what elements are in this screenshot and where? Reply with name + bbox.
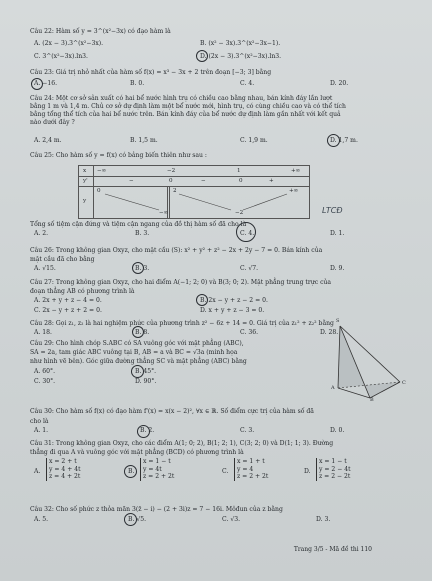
q31-option-d-label: D. [304,468,311,475]
q24-option-d: D. 1,7 m. [330,137,358,144]
q29-line2: SA = 2a, tam giác ABC vuông tại B, AB = a và BC = √3a (minh họa [30,349,238,356]
q23-option-b: B. 0. [130,80,145,87]
table-sign: − [201,178,206,184]
q28-option-b: B. 8. [135,329,150,336]
table-y-value: 0 [97,188,101,194]
q22-option-c: C. 3^(x²−3x).ln3. [34,53,88,60]
table-y-value: −∞ [159,210,169,216]
q30-line1: Câu 30: Cho hàm số f(x) có đạo hàm f'(x) = x(x − 2)², ∀x ∈ ℝ. Số điểm cực trị của hàm số đã [30,408,314,415]
q26-line2: mặt cầu đã cho bằng [30,256,95,263]
q26-option-a: A. √15. [34,265,56,272]
equation-line: z = 4 + 2t [49,473,81,481]
q27-option-a: A. 2x + y + z − 4 = 0. [34,297,102,304]
equation-line: x = 1 − t [143,458,171,465]
pyramid-figure [330,322,420,402]
q31-option-c-label: C. [222,468,229,475]
q25-answer-mark [236,222,256,242]
q32-option-c: C. √3. [222,516,241,523]
q28-title: Câu 28: Gọi z₁, z₂ là hai nghiệm phức của phương trình z² − 6z + 14 = 0. Giá trị của z₁² + z₂² bằng [30,320,334,327]
equation-line: z = 2 + 2t [143,473,175,481]
equation-line: y = 4 [237,465,254,473]
q31-answer-mark [124,465,137,478]
equation-line: x = 1 − t [319,458,347,465]
q23-option-a: A. −16. [34,80,58,87]
q32-title: Câu 32: Cho số phức z thỏa mãn 3(z̄ − i) − (2 + 3i)z = 7 − 16i. Môđun của z bằng [30,506,283,513]
equation-line: z = 2 − 2t [319,473,351,481]
q32-option-a: A. 5. [34,516,49,523]
q23-answer-mark [31,78,43,90]
figure-label-s: S [336,318,340,324]
q31-option-d-system [316,458,351,481]
table-x-value: −2 [167,168,176,174]
q31-line1: Câu 31: Trong không gian Oxyz, cho các điểm A(1; 0; 2), B(1; 2; 1), C(3; 2; 0) và D(1; 1; 3). Đường [30,440,334,447]
q26-option-b: B. 3. [135,265,150,272]
table-y-value: 2 [173,188,177,194]
table-sign: 0 [169,178,173,184]
q22-title: Câu 22: Hàm số y = 3^(x²−3x) có đạo hàm là [30,28,171,35]
table-sign: − [129,178,134,184]
q25-option-a: A. 2. [34,230,49,237]
q31-option-b-label: B. [128,468,135,475]
q31-line2: thẳng đi qua A và vuông góc với mặt phẳng (BCD) có phương trình là [30,449,244,456]
q30-option-b: B. 2. [140,427,155,434]
q24-line1: Câu 24: Một cơ sở sản xuất có hai bể nước hình trụ có chiều cao bằng nhau, bán kính đáy lần lượt [30,95,333,102]
q24-answer-mark [327,134,340,147]
q31-option-c-system [234,458,268,481]
q23-option-d: D. 20. [330,80,349,87]
q29-option-b: B. 45°. [135,368,157,375]
q32-option-d: D. 3. [316,516,331,523]
table-x-value: 1 [237,168,241,174]
q23-option-c: C. 4. [240,80,255,87]
q24-option-c: C. 1,9 m. [240,137,268,144]
q26-line1: Câu 26: Trong không gian Oxyz, cho mặt cầu (S): x² + y² + z² − 2x + 2y − 7 = 0. Bán kính của [30,247,323,254]
equation-line: x = 2 + t [49,458,77,465]
equation-line: y = 2 − 4t [319,465,351,473]
q24-line2: bằng 1 m và 1,4 m. Chủ cơ sở dự định làm một bể nước mới, hình trụ, có cùng chiều cao và có thể tích [30,103,346,110]
q22-answer-mark [196,50,208,62]
q29-option-c: C. 30°. [34,378,56,385]
q30-option-a: A. 1. [34,427,49,434]
q26-answer-mark [132,262,144,274]
table-x-value: +∞ [291,168,301,174]
q22-option-d: D. (2x − 3).3^(x²−3x).ln3. [200,53,282,60]
q25-question: Tổng số tiệm cận đứng và tiệm cận ngang của đồ thị hàm số đã cho là [30,221,247,228]
q32-option-b: B. √5. [128,516,147,523]
q31-option-b-system [140,458,174,481]
q30-answer-mark [137,425,150,438]
q25-option-d: D. 1. [330,230,345,237]
q22-option-a: A. (2x − 3).3^(x²−3x). [34,40,104,47]
table-y-value: −2 [235,210,244,216]
q29-option-a: A. 60°. [34,368,56,375]
q22-option-b: B. (x² − 3x).3^(x²−3x−1). [200,40,281,47]
q24-option-b: B. 1,5 m. [130,137,158,144]
q23-title: Câu 23: Giá trị nhỏ nhất của hàm số f(x) = x³ − 3x + 2 trên đoạn [−3; 3] bằng [30,69,272,76]
q26-option-c: C. √7. [240,265,259,272]
q28-option-c: C. 36. [240,329,259,336]
q25-title: Câu 25: Cho hàm số y = f(x) có bảng biến thiên như sau : [30,152,207,159]
q24-option-a: A. 2,4 m. [34,137,62,144]
q31-option-a-system [46,458,81,481]
q24-line3: bằng tổng thể tích của hai bể nước trên. Bán kính đáy của bể nước dự định làm gần nhất với kết quả [30,111,341,118]
handwritten-note: LTCĐ [322,206,343,215]
q27-option-c: C. 2x − y + z + 2 = 0. [34,307,102,314]
q25-option-c: C. 4. [240,230,255,237]
equation-line: y = 4t [143,465,162,473]
q30-option-c: C. 3. [240,427,255,434]
q25-option-b: B. 3. [135,230,150,237]
q29-option-d: D. 90°. [135,378,157,385]
variation-table [78,165,310,219]
q24-line4: nào dưới đây ? [30,119,75,126]
q29-line3: như hình vẽ bên). Góc giữa đường thẳng SC và mặt phẳng (ABC) bằng [30,358,247,365]
q27-answer-mark [196,294,208,306]
q31-option-a-label: A. [34,468,41,475]
q26-option-d: D. 9. [330,265,345,272]
q27-option-b: B. 2x − y + z − 2 = 0. [200,297,268,304]
q27-line1: Câu 27: Trong không gian Oxyz, cho hai điểm A(−1; 2; 0) và B(3; 0; 2). Mặt phẳng trung trực của [30,279,332,286]
table-yp-label: y' [83,178,88,184]
table-sign: + [269,178,274,184]
table-x-label: x [83,168,87,174]
table-arrows [79,166,309,218]
table-sign: 0 [239,178,243,184]
figure-label-b: B [370,397,374,403]
table-y-value: +∞ [289,188,299,194]
equation-line: x = 1 + t [237,458,265,465]
page-footer: Trang 3/5 - Mã đề thi 110 [293,546,372,553]
table-y-label: y [83,198,87,204]
equation-line: y = 4 + 4t [49,465,81,473]
q27-option-d: D. x + y + z − 3 = 0. [200,307,265,314]
figure-label-a: A [331,385,335,391]
q28-option-d: D. 28. [320,329,339,336]
q30-line2: cho là [30,418,49,425]
q30-option-d: D. 0. [330,427,345,434]
q28-answer-mark [132,326,144,338]
q27-line2: đoạn thẳng AB có phương trình là [30,288,135,295]
q29-line1: Câu 29: Cho hình chóp S.ABC có SA vuông góc với mặt phẳng (ABC), [30,340,244,347]
q28-option-a: A. 18. [34,329,52,336]
table-x-value: −∞ [97,168,107,174]
q32-answer-mark [124,513,137,526]
q29-answer-mark [131,365,144,378]
equation-line: z = 2 + 2t [237,473,269,481]
figure-label-c: C [402,380,406,386]
